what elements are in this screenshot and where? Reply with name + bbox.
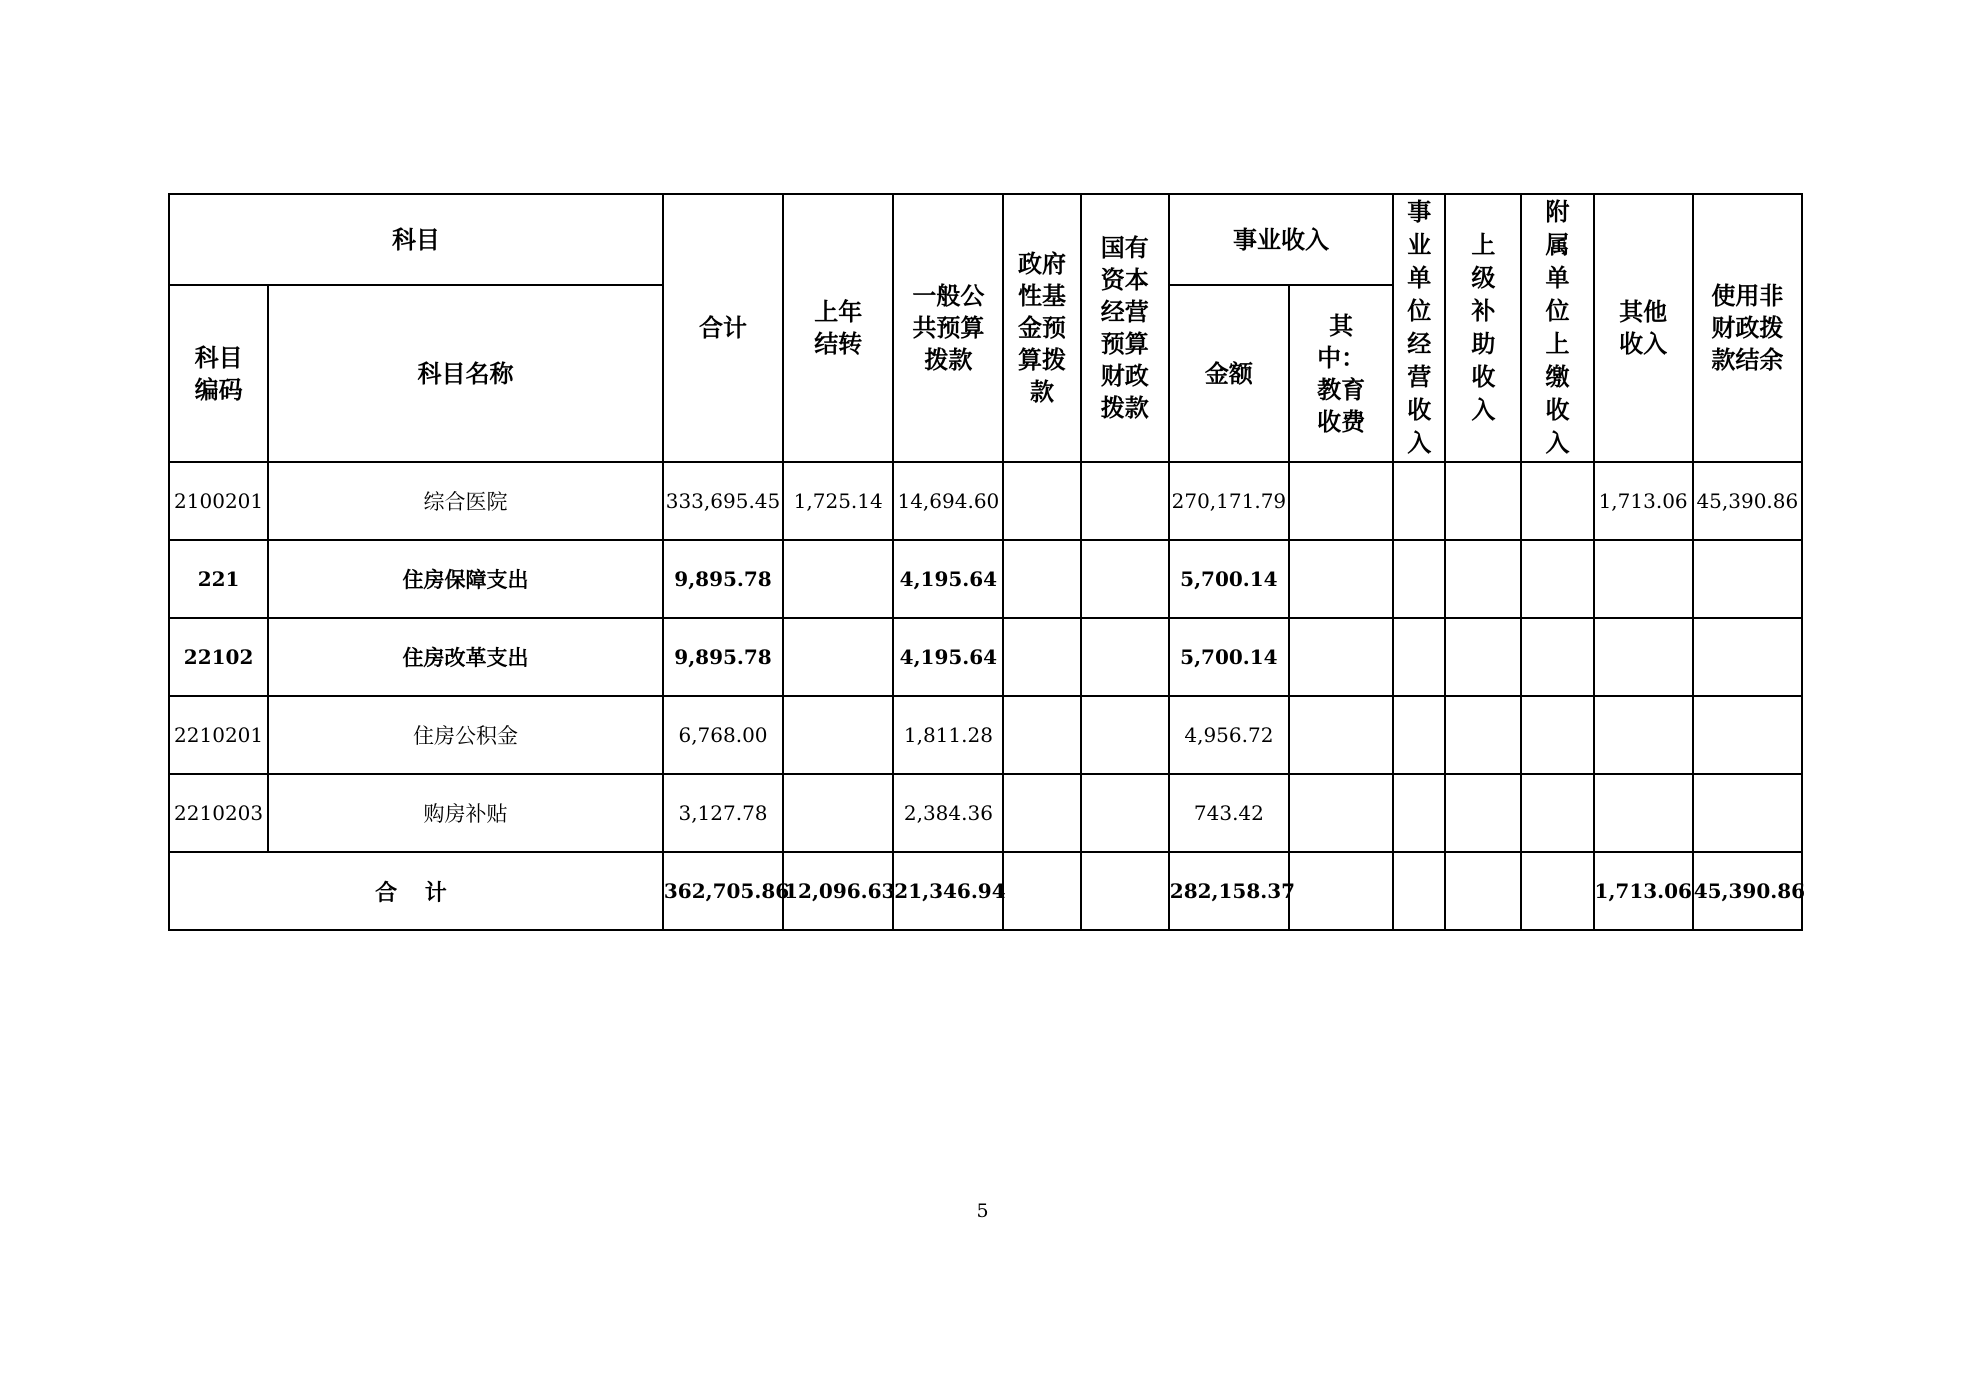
cell-operating	[1393, 852, 1445, 930]
cell-subject-name: 住房保障支出	[268, 540, 663, 618]
cell-total: 9,895.78	[663, 618, 783, 696]
cell-state-capital	[1081, 696, 1169, 774]
cell-operating	[1393, 774, 1445, 852]
cell-subject-name: 住房改革支出	[268, 618, 663, 696]
header-business-income: 事业收入	[1169, 194, 1393, 285]
cell-edu-fees	[1289, 696, 1393, 774]
header-subject-code: 科目编码	[169, 285, 268, 462]
cell-state-capital	[1081, 540, 1169, 618]
cell-prior: 1,725.14	[783, 462, 893, 540]
cell-prior	[783, 618, 893, 696]
header-total: 合计	[663, 194, 783, 462]
page-number: 5	[976, 1200, 989, 1222]
cell-general: 1,811.28	[893, 696, 1003, 774]
header-affiliated-unit-payment: 附属单位上缴收入	[1521, 194, 1593, 462]
cell-operating	[1393, 696, 1445, 774]
table-row	[169, 618, 1802, 696]
cell-total: 9,895.78	[663, 540, 783, 618]
cell-non-fiscal	[1693, 696, 1802, 774]
cell-prior	[783, 774, 893, 852]
cell-prior: 12,096.63	[783, 852, 893, 930]
cell-amount: 5,700.14	[1169, 540, 1289, 618]
cell-non-fiscal: 45,390.86	[1693, 462, 1802, 540]
cell-affiliated	[1521, 852, 1593, 930]
cell-prior	[783, 696, 893, 774]
header-gov-fund-budget: 政府性基金预算拨款	[1003, 194, 1080, 462]
cell-edu-fees	[1289, 462, 1393, 540]
cell-operating	[1393, 462, 1445, 540]
budget-table	[168, 193, 1806, 931]
table-row	[169, 540, 1802, 618]
cell-operating	[1393, 618, 1445, 696]
budget-table-container	[168, 193, 1806, 933]
totals-label: 合 计	[169, 852, 663, 930]
cell-superior	[1445, 462, 1521, 540]
cell-general: 14,694.60	[893, 462, 1003, 540]
cell-subject-code: 2210201	[169, 696, 268, 774]
cell-prior	[783, 540, 893, 618]
cell-subject-name: 综合医院	[268, 462, 663, 540]
cell-affiliated	[1521, 540, 1593, 618]
cell-superior	[1445, 618, 1521, 696]
cell-total: 362,705.86	[663, 852, 783, 930]
cell-edu-fees	[1289, 540, 1393, 618]
cell-subject-code: 221	[169, 540, 268, 618]
cell-general: 2,384.36	[893, 774, 1003, 852]
header-general-budget: 一般公共预算拨款	[893, 194, 1003, 462]
cell-subject-code: 22102	[169, 618, 268, 696]
cell-total: 3,127.78	[663, 774, 783, 852]
header-non-fiscal-balance: 使用非财政拨款结余	[1693, 194, 1802, 462]
cell-other: 1,713.06	[1594, 462, 1693, 540]
cell-state-capital	[1081, 852, 1169, 930]
cell-gov-fund	[1003, 618, 1080, 696]
cell-gov-fund	[1003, 696, 1080, 774]
header-subject: 科目	[169, 194, 663, 285]
cell-general: 21,346.94	[893, 852, 1003, 930]
cell-affiliated	[1521, 696, 1593, 774]
cell-superior	[1445, 696, 1521, 774]
cell-superior	[1445, 540, 1521, 618]
table-row	[169, 696, 1802, 774]
cell-amount: 4,956.72	[1169, 696, 1289, 774]
table-header	[169, 194, 1802, 462]
cell-other: 1,713.06	[1594, 852, 1693, 930]
cell-total: 333,695.45	[663, 462, 783, 540]
header-amount: 金额	[1169, 285, 1289, 462]
table-body	[169, 462, 1802, 852]
cell-affiliated	[1521, 618, 1593, 696]
cell-other	[1594, 774, 1693, 852]
cell-edu-fees	[1289, 774, 1393, 852]
cell-general: 4,195.64	[893, 540, 1003, 618]
cell-non-fiscal: 45,390.86	[1693, 852, 1802, 930]
cell-non-fiscal	[1693, 774, 1802, 852]
table-row	[169, 462, 1802, 540]
header-prior-year-carryover: 上年结转	[783, 194, 893, 462]
cell-gov-fund	[1003, 540, 1080, 618]
header-state-capital-budget: 国有资本经营预算财政拨款	[1081, 194, 1169, 462]
cell-subject-code: 2100201	[169, 462, 268, 540]
table-footer	[169, 852, 1806, 930]
cell-amount: 282,158.37	[1169, 852, 1289, 930]
cell-edu-fees	[1289, 852, 1393, 930]
header-superior-subsidy: 上级补助收入	[1445, 194, 1521, 462]
cell-subject-name: 住房公积金	[268, 696, 663, 774]
cell-superior	[1445, 852, 1521, 930]
cell-amount: 270,171.79	[1169, 462, 1289, 540]
cell-amount: 743.42	[1169, 774, 1289, 852]
cell-affiliated	[1521, 774, 1593, 852]
cell-edu-fees	[1289, 618, 1393, 696]
cell-general: 4,195.64	[893, 618, 1003, 696]
header-education-fees: 其中：教育收费	[1289, 285, 1393, 462]
cell-state-capital	[1081, 774, 1169, 852]
table-row	[169, 774, 1802, 852]
cell-other	[1594, 696, 1693, 774]
header-other-income: 其他收入	[1594, 194, 1693, 462]
cell-superior	[1445, 774, 1521, 852]
cell-operating	[1393, 540, 1445, 618]
totals-row	[169, 852, 1802, 930]
header-subject-name: 科目名称	[268, 285, 663, 462]
cell-subject-code: 2210203	[169, 774, 268, 852]
cell-other	[1594, 540, 1693, 618]
cell-state-capital	[1081, 462, 1169, 540]
cell-non-fiscal	[1693, 618, 1802, 696]
cell-subject-name: 购房补贴	[268, 774, 663, 852]
cell-amount: 5,700.14	[1169, 618, 1289, 696]
cell-affiliated	[1521, 462, 1593, 540]
cell-non-fiscal	[1693, 540, 1802, 618]
cell-gov-fund	[1003, 774, 1080, 852]
header-operating-income: 事业单位经营收入	[1393, 194, 1445, 462]
cell-gov-fund	[1003, 852, 1080, 930]
cell-gov-fund	[1003, 462, 1080, 540]
cell-other	[1594, 618, 1693, 696]
cell-total: 6,768.00	[663, 696, 783, 774]
cell-state-capital	[1081, 618, 1169, 696]
